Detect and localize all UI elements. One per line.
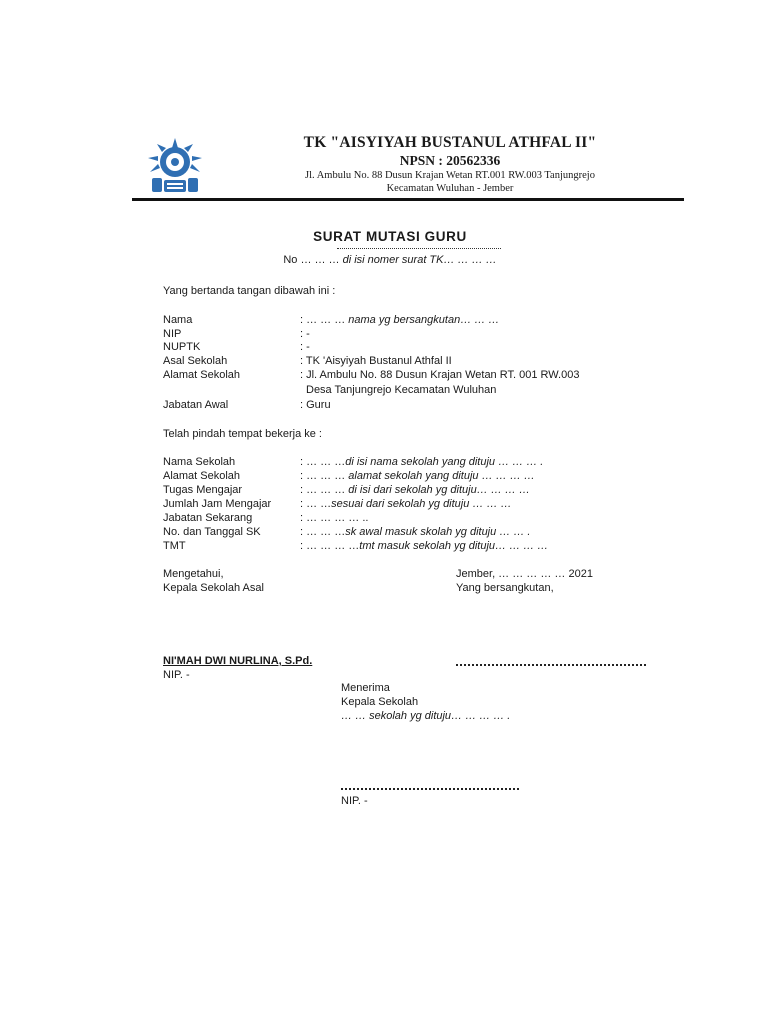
value-prefix: : … … … … xyxy=(300,540,360,552)
value-no-tanggal-sk xyxy=(300,526,530,538)
sig-left-line2: Kepala Sekolah Asal xyxy=(163,582,264,594)
intro-text: Yang bertanda tangan dibawah ini : xyxy=(163,285,336,297)
moved-text: Telah pindah tempat bekerja ke : xyxy=(163,428,322,440)
label-nama-sekolah: Nama Sekolah xyxy=(163,456,236,468)
label-alamat-sekolah-tujuan: Alamat Sekolah xyxy=(163,470,241,482)
title-dotted-underline xyxy=(337,248,501,249)
value-prefix: : … … … xyxy=(300,526,346,538)
label-nama: Nama xyxy=(163,314,193,326)
aisyiyah-sun-logo-icon xyxy=(138,138,212,198)
value-prefix: : … … xyxy=(300,498,332,510)
value-nuptk: : - xyxy=(300,341,310,353)
value-prefix: : … … … xyxy=(300,484,349,496)
value-jabatan-sekarang: : … … … … .. xyxy=(300,512,369,524)
value-alamat-sekolah-line2: Desa Tanjungrejo Kecamatan Wuluhan xyxy=(306,384,497,396)
value-prefix: : … … … xyxy=(300,470,349,482)
value-placeholder: sesuai dari sekolah yg dituju … … … xyxy=(331,498,512,510)
value-placeholder: sk awal masuk skolah yg dituju … … . xyxy=(345,526,531,538)
sig-right-dotted-line xyxy=(456,664,646,666)
school-address-line1: Jl. Ambulu No. 88 Dusun Krajan Wetan RT.001 RW.003 Tanjungrejo xyxy=(305,170,595,181)
letter-number xyxy=(230,254,550,266)
sig-left-name: NI'MAH DWI NURLINA, S.Pd. xyxy=(163,655,313,667)
label-alamat-sekolah: Alamat Sekolah xyxy=(163,369,241,381)
school-address-line2: Kecamatan Wuluhan - Jember xyxy=(386,183,514,194)
label-tugas-mengajar: Tugas Mengajar xyxy=(163,484,243,496)
school-name: TK "AISYIYAH BUSTANUL ATHFAL II" xyxy=(303,134,597,151)
value-placeholder: di isi nama sekolah yang dituju … … … . xyxy=(345,456,544,468)
letter-number-placeholder: di isi nomer surat TK… … … … xyxy=(342,254,497,266)
label-no-tanggal-sk: No. dan Tanggal SK xyxy=(163,526,261,538)
receiver-line2: Kepala Sekolah xyxy=(341,696,419,708)
sig-right-line1: Jember, … … … … … 2021 xyxy=(456,568,593,580)
label-nuptk: NUPTK xyxy=(163,341,201,353)
label-tmt: TMT xyxy=(163,540,186,552)
receiver-line1: Menerima xyxy=(341,682,390,694)
label-nip: NIP xyxy=(163,328,182,340)
value-nama-placeholder: nama yg bersangkutan… … … xyxy=(348,314,500,326)
sig-left-line1: Mengetahui, xyxy=(163,568,224,580)
letter-title: SURAT MUTASI GURU xyxy=(313,229,467,244)
label-asal-sekolah: Asal Sekolah xyxy=(163,355,228,367)
value-nama-sekolah xyxy=(300,456,543,468)
sig-left-nip: NIP. - xyxy=(163,669,190,681)
label-jumlah-jam: Jumlah Jam Mengajar xyxy=(163,498,272,510)
value-placeholder: alamat sekolah yang dituju … … … … xyxy=(348,470,535,482)
value-jabatan-awal: : Guru xyxy=(300,399,331,411)
sig-right-line2: Yang bersangkutan, xyxy=(456,582,554,594)
school-npsn: NPSN : 20562336 xyxy=(399,153,501,168)
value-nama xyxy=(300,314,499,326)
receiver-nip: NIP. - xyxy=(341,795,368,807)
label-jabatan-awal: Jabatan Awal xyxy=(163,399,229,411)
value-jumlah-jam xyxy=(300,498,512,510)
value-nama-prefix: : … … … xyxy=(300,314,349,326)
value-asal-sekolah: : TK 'Aisyiyah Bustanul Athfal II xyxy=(300,355,452,367)
value-alamat-sekolah: : Jl. Ambulu No. 88 Dusun Krajan Wetan RT. 001 RW.003 xyxy=(300,369,580,381)
letter-number-prefix: No … … … xyxy=(283,254,343,266)
receiver-dotted-line xyxy=(341,788,519,790)
value-nip: : - xyxy=(300,328,310,340)
value-tmt xyxy=(300,540,548,552)
value-alamat-sekolah-tujuan xyxy=(300,470,535,482)
label-jabatan-sekarang: Jabatan Sekarang xyxy=(163,512,253,524)
letterhead-divider xyxy=(132,198,684,201)
value-prefix: : … … … xyxy=(300,456,346,468)
value-placeholder: tmt masuk sekolah yg dituju… … … … xyxy=(359,540,549,552)
value-tugas-mengajar xyxy=(300,484,530,496)
receiver-line3: … … sekolah yg dituju… … … … . xyxy=(341,710,511,722)
value-placeholder: di isi dari sekolah yg dituju… … … … xyxy=(348,484,530,496)
